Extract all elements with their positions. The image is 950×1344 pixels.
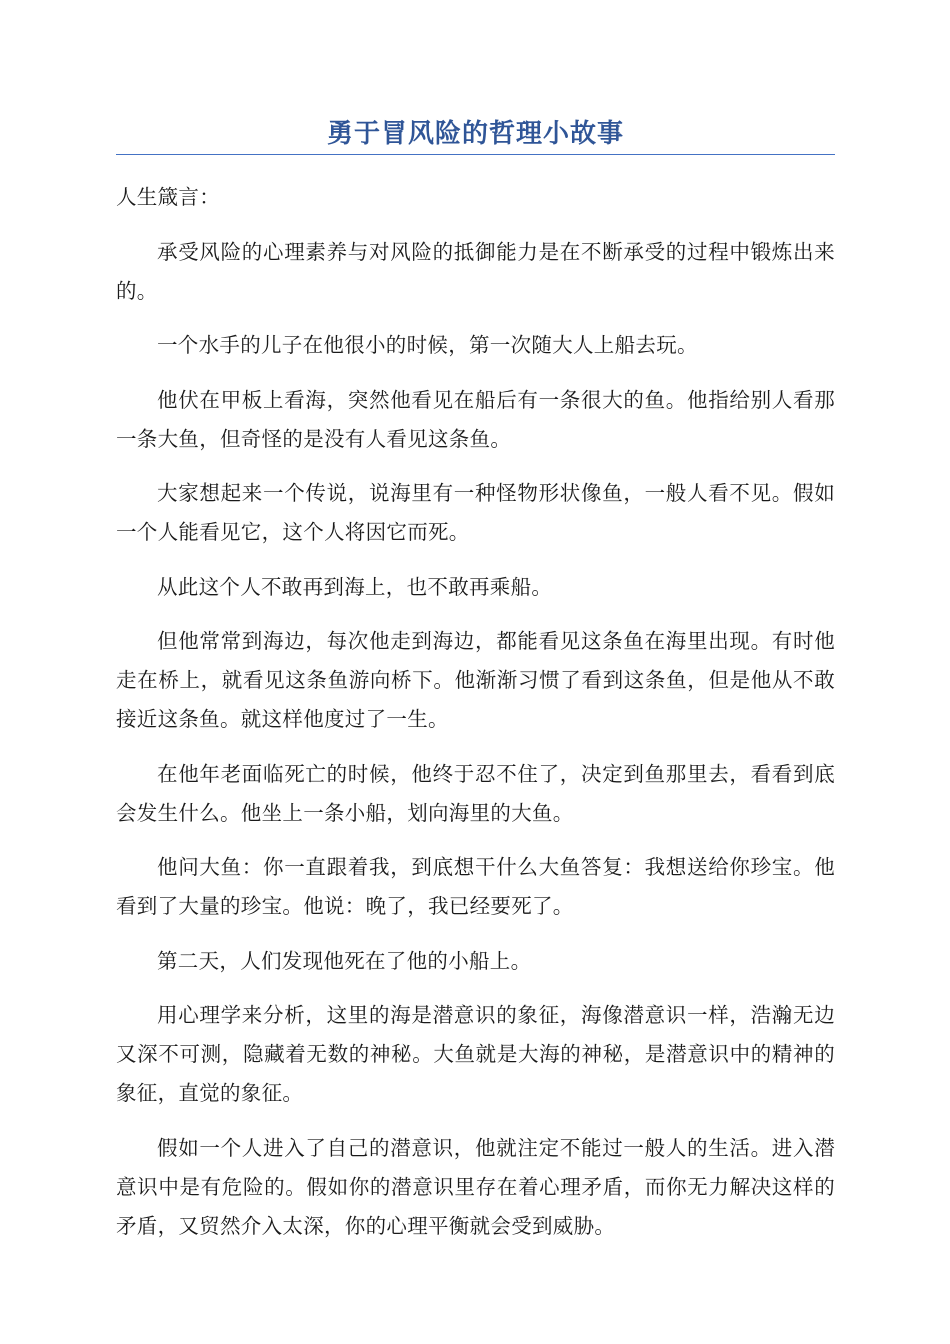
document-title: 勇于冒风险的哲理小故事 xyxy=(326,119,624,149)
paragraph: 大家想起来一个传说，说海里有一种怪物形状像鱼，一般人看不见。假如一个人能看见它，这个人将因它而死。 xyxy=(116,481,835,544)
paragraph: 他伏在甲板上看海，突然他看见在船后有一条很大的鱼。他指给别人看那一条大鱼，但奇怪的是没有人看见这条鱼。 xyxy=(116,387,835,451)
paragraph: 承受风险的心理素养与对风险的抵御能力是在不断承受的过程中锻炼出来的。 xyxy=(116,239,835,303)
title-underline xyxy=(116,154,835,155)
document-body xyxy=(116,178,835,1261)
paragraph: 假如一个人进入了自己的潜意识，他就注定不能过一般人的生活。进入潜意识中是有危险的。假如你的潜意识里存在着心理矛盾，而你无力解决这样的矛盾，又贸然介入太深，你的心理平衡就会受到威胁。 xyxy=(116,1135,835,1238)
paragraph: 第二天，人们发现他死在了他的小船上。 xyxy=(157,948,532,973)
paragraph: 一个水手的儿子在他很小的时候，第一次随大人上船去玩。 xyxy=(157,333,698,357)
paragraph-heading: 人生箴言： xyxy=(116,185,220,209)
paragraph: 在他年老面临死亡的时候，他终于忍不住了，决定到鱼那里去，看看到底会发生什么。他坐上一条小船，划向海里的大鱼。 xyxy=(116,761,835,825)
paragraph: 从此这个人不敢再到海上，也不敢再乘船。 xyxy=(157,574,553,599)
paragraph: 他问大鱼：你一直跟着我，到底想干什么大鱼答复：我想送给你珍宝。他看到了大量的珍宝。他说：晚了，我已经要死了。 xyxy=(116,855,835,918)
paragraph: 用心理学来分析，这里的海是潜意识的象征，海像潜意识一样，浩瀚无边又深不可测，隐藏着无数的神秘。大鱼就是大海的神秘，是潜意识中的精神的象征，直觉的象征。 xyxy=(116,1003,835,1105)
paragraph: 但他常常到海边，每次他走到海边，都能看见这条鱼在海里出现。有时他走在桥上，就看见这条鱼游向桥下。他渐渐习惯了看到这条鱼，但是他从不敢接近这条鱼。就这样他度过了一生。 xyxy=(116,629,835,731)
